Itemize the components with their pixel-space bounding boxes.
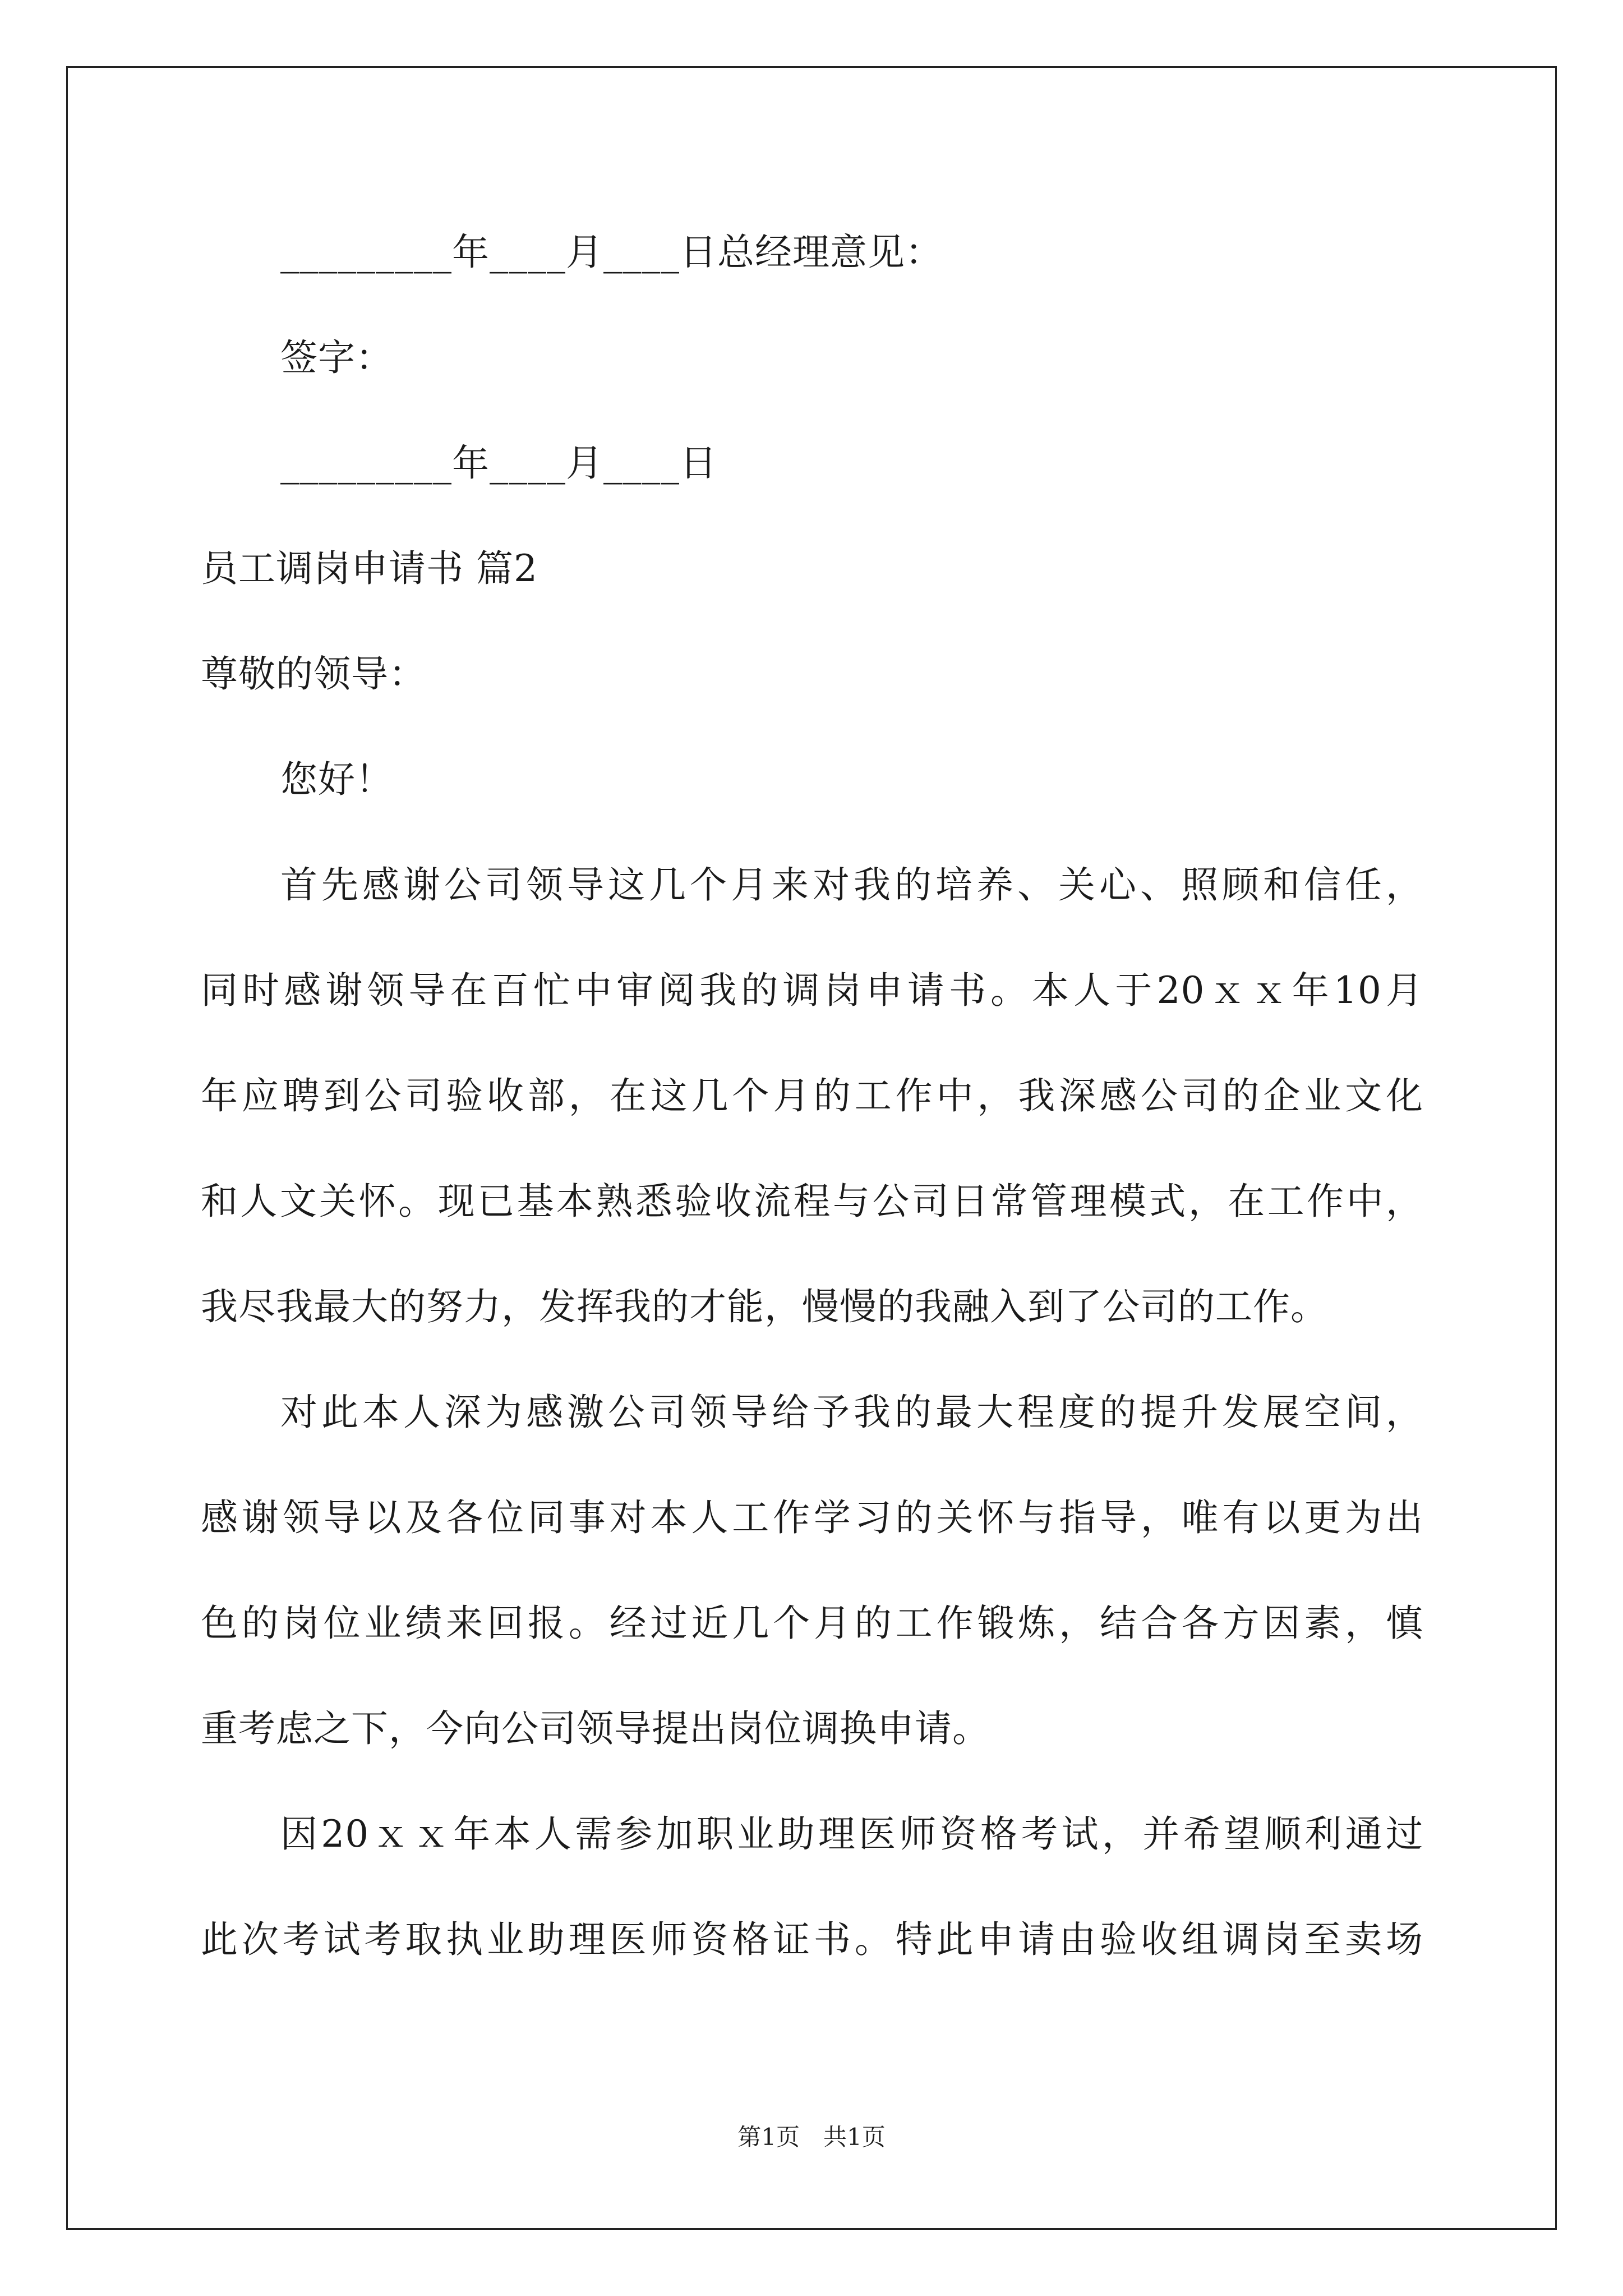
page-number-footer: 第1页 共1页 [737,2123,886,2151]
paragraph-3-line-1: 因20ｘｘ年本人需参加职业助理医师资格考试，并希望顺利通过 [280,1812,1423,1856]
paragraph-2-line-3: 色的岗位业绩来回报。经过近几个月的工作锻炼，结合各方因素，慎 [201,1602,1423,1645]
paragraph-2-line-1: 对此本人深为感激公司领导给予我的最大程度的提升发展空间， [280,1391,1423,1434]
paragraph-1-line-4: 和人文关怀。现已基本熟悉验收流程与公司日常管理模式，在工作中， [201,1180,1423,1223]
paragraph-1-line-1: 首先感谢公司领导这几个月来对我的培养、关心、照顾和信任， [280,863,1423,907]
paragraph-1-line-5: 我尽我最大的努力，发挥我的才能，慢慢的我融入到了公司的工作。 [201,1285,1328,1328]
salutation: 尊敬的领导： [201,652,426,696]
signature-label: 签字： [280,336,393,379]
general-manager-opinion-line: _________年____月____日总经理意见： [280,231,943,274]
paragraph-3-line-2: 此次考试考取执业助理医师资格证书。特此申请由验收组调岗至卖场 [201,1918,1423,1961]
page-border [66,66,1557,2230]
paragraph-1-line-3: 年应聘到公司验收部，在这几个月的工作中，我深感公司的企业文化 [201,1074,1423,1117]
greeting: 您好！ [280,758,393,801]
paragraph-2-line-4: 重考虑之下，今向公司领导提出岗位调换申请。 [201,1707,990,1750]
date-line: _________年____月____日 [280,441,717,485]
section-heading: 员工调岗申请书 篇2 [201,547,538,590]
paragraph-2-line-2: 感谢领导以及各位同事对本人工作学习的关怀与指导，唯有以更为出 [201,1496,1423,1539]
paragraph-1-line-2: 同时感谢领导在百忙中审阅我的调岗申请书。本人于20ｘｘ年10月 [201,969,1423,1012]
